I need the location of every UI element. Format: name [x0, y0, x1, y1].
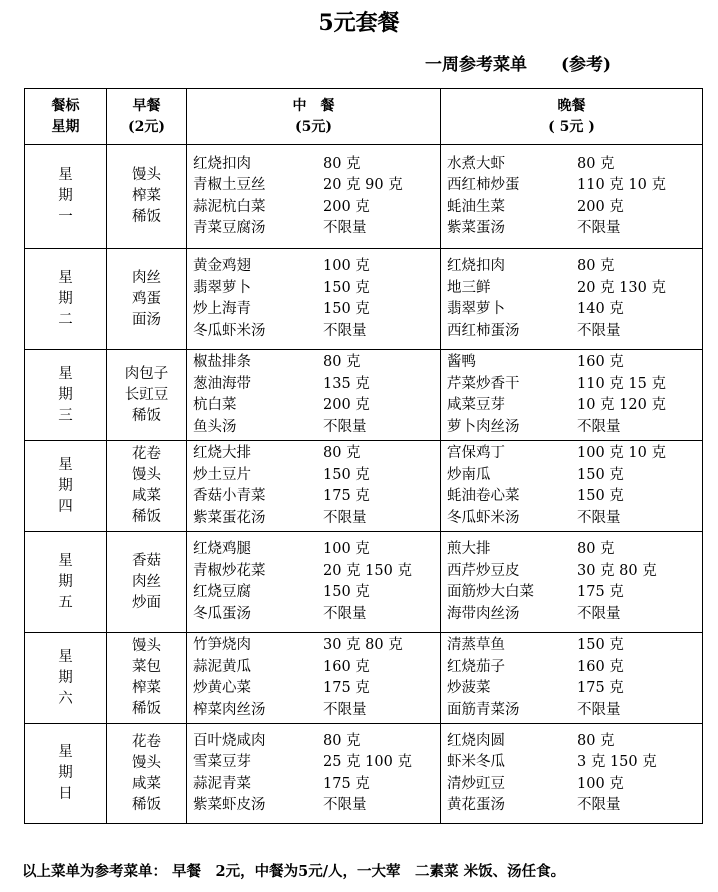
dish-name: 蚝油卷心菜	[447, 488, 520, 504]
dish-name: 翡翠萝卜	[193, 279, 251, 296]
breakfast-item: 榨菜	[132, 188, 161, 204]
dish-line	[193, 561, 440, 583]
dish-quantity: 135 克	[323, 375, 370, 392]
dish-line	[447, 175, 702, 197]
dish-quantity: 175 克	[323, 775, 370, 792]
dish-name: 炒南瓜	[447, 466, 491, 483]
weekday-char: 星	[58, 552, 73, 569]
dish-line	[447, 582, 702, 604]
dish-name: 冬瓜虾米汤	[447, 509, 520, 526]
dish-name: 青椒土豆丝	[193, 177, 266, 193]
dish-name: 红烧鸡腿	[193, 541, 251, 557]
dish-name: 地三鲜	[447, 279, 491, 296]
dish-quantity: 20 克 150 克	[323, 562, 412, 579]
dish-quantity: 不限量	[577, 605, 621, 622]
dish-line	[447, 539, 702, 561]
dish-name: 蒜泥青菜	[193, 775, 251, 792]
weekday-char: 星	[58, 456, 73, 473]
dish-name: 西红柿蛋汤	[447, 322, 520, 339]
dish-quantity: 110 克 15 克	[577, 375, 666, 392]
dish-line	[193, 508, 440, 530]
breakfast-cell	[107, 532, 187, 633]
weekday-char: 期	[58, 573, 73, 590]
dish-line	[447, 321, 702, 343]
dish-name: 青菜豆腐汤	[193, 220, 266, 236]
dish-quantity: 3 克 150 克	[577, 754, 657, 770]
dish-line	[447, 774, 702, 796]
dish-line	[447, 604, 702, 626]
breakfast-item: 炒面	[132, 594, 161, 611]
dish-line	[193, 321, 440, 343]
header-breakfast: 早餐 (2元)	[107, 89, 187, 145]
dish-quantity: 80 克	[577, 258, 615, 274]
dish-line	[193, 604, 440, 626]
dinner-cell	[441, 633, 703, 724]
weekday-char: 星	[58, 744, 73, 760]
dish-line	[193, 774, 440, 796]
dish-quantity: 80 克	[577, 155, 615, 172]
dish-name: 葱油海带	[193, 375, 251, 392]
dish-quantity: 30 克 80 克	[323, 637, 403, 653]
dish-quantity: 不限量	[323, 322, 367, 339]
dish-quantity: 175 克	[577, 680, 624, 696]
table-row	[25, 249, 703, 350]
page-title: 5元套餐	[318, 10, 400, 36]
dish-quantity: 不限量	[577, 322, 621, 339]
dish-name: 酱鸭	[447, 354, 476, 370]
table-row	[25, 350, 703, 441]
dish-quantity: 80 克	[577, 541, 615, 557]
dish-line	[193, 465, 440, 487]
dish-name: 红烧茄子	[447, 658, 505, 675]
footer-note: 以上菜单为参考菜单： 早餐 2元，中餐为5元/人，一大荤 二素菜 米饭、汤任食。	[22, 863, 566, 880]
dish-line	[193, 374, 440, 396]
dish-name: 椒盐排条	[193, 354, 251, 370]
breakfast-item: 榨菜	[132, 680, 161, 696]
lunch-cell	[187, 249, 441, 350]
dish-line	[447, 299, 702, 321]
breakfast-item: 咸菜	[132, 775, 161, 792]
dish-name: 雪菜豆芽	[193, 754, 251, 770]
weekday-cell	[25, 532, 107, 633]
dish-name: 冬瓜虾米汤	[193, 322, 266, 339]
dish-line	[193, 154, 440, 176]
dinner-cell	[441, 441, 703, 532]
dish-line	[447, 678, 702, 700]
dish-quantity: 不限量	[577, 418, 621, 435]
subtitle-note: (参考)	[561, 55, 612, 75]
dish-name: 紫菜虾皮汤	[193, 797, 266, 813]
dish-line	[447, 218, 702, 240]
dinner-cell	[441, 350, 703, 441]
dish-line	[193, 582, 440, 604]
dish-line	[193, 417, 440, 439]
menu-subtitle	[425, 50, 611, 75]
dish-line	[447, 486, 702, 508]
dish-name: 红烧扣肉	[193, 155, 251, 172]
dish-line	[447, 561, 702, 583]
header-day-col: 餐标 星期	[25, 89, 107, 145]
dish-quantity: 不限量	[323, 509, 367, 526]
dish-quantity: 150 克	[323, 301, 370, 317]
dish-name: 炒黄心菜	[193, 680, 251, 696]
weekday-char: 五	[58, 594, 73, 611]
lunch-cell	[187, 532, 441, 633]
breakfast-item: 稀饭	[132, 796, 161, 813]
dish-quantity: 不限量	[577, 220, 621, 236]
dish-line	[193, 731, 440, 753]
weekday-char: 六	[58, 690, 73, 707]
weekday-char: 星	[58, 269, 73, 286]
dish-quantity: 175 克	[577, 584, 624, 600]
dish-quantity: 160 克	[577, 658, 624, 675]
weekday-char: 星	[58, 167, 73, 183]
dish-quantity: 100 克	[577, 775, 624, 792]
dish-name: 西芹炒豆皮	[447, 562, 520, 579]
dish-quantity: 80 克	[323, 354, 361, 370]
dish-quantity: 20 克 90 克	[323, 177, 403, 193]
dish-quantity: 200 克	[323, 397, 370, 413]
dish-name: 青椒炒花菜	[193, 562, 266, 579]
dish-line	[447, 700, 702, 722]
dish-line	[447, 443, 702, 465]
dish-quantity: 150 克	[323, 584, 370, 600]
weekday-char: 三	[58, 407, 73, 424]
dish-name: 竹笋烧肉	[193, 637, 251, 653]
dish-line	[447, 752, 702, 774]
dish-line	[193, 197, 440, 219]
breakfast-item: 馒头	[132, 754, 161, 771]
dish-line	[447, 352, 702, 374]
dish-line	[193, 635, 440, 657]
table-row	[25, 441, 703, 532]
dish-name: 蚝油生菜	[447, 198, 505, 215]
weekday-cell	[25, 145, 107, 249]
breakfast-item: 肉丝	[132, 573, 161, 590]
dish-name: 炒菠菜	[447, 680, 491, 696]
breakfast-cell	[107, 633, 187, 724]
dish-name: 红烧扣肉	[447, 258, 505, 274]
breakfast-item: 花卷	[132, 733, 161, 750]
dish-line	[193, 175, 440, 197]
dish-quantity: 10 克 120 克	[577, 397, 666, 413]
dish-line	[193, 486, 440, 508]
dish-line	[193, 443, 440, 465]
lunch-cell	[187, 633, 441, 724]
weekday-char: 二	[58, 311, 73, 328]
dish-line	[447, 635, 702, 657]
table-body	[25, 145, 703, 824]
dish-line	[447, 154, 702, 176]
dish-quantity: 不限量	[577, 701, 621, 718]
dish-quantity: 不限量	[323, 605, 367, 622]
dish-quantity: 100 克 10 克	[577, 445, 666, 461]
breakfast-item: 稀饭	[132, 701, 161, 717]
dish-name: 炒上海青	[193, 301, 251, 317]
lunch-cell	[187, 724, 441, 824]
breakfast-item: 稀饭	[132, 209, 161, 225]
weekday-char: 期	[58, 477, 73, 494]
dish-name: 百叶烧咸肉	[193, 732, 266, 749]
dish-name: 清炒豇豆	[447, 775, 505, 792]
header-dinner: 晚餐 ( 5元 )	[441, 89, 703, 145]
dish-name: 清蒸草鱼	[447, 637, 505, 653]
dish-name: 虾米冬瓜	[447, 754, 505, 770]
breakfast-item: 馒头	[132, 167, 161, 183]
weekday-char: 一	[58, 209, 73, 225]
breakfast-item: 鸡蛋	[132, 290, 161, 307]
weekday-char: 期	[58, 669, 73, 686]
dinner-cell	[441, 249, 703, 350]
dish-quantity: 25 克 100 克	[323, 754, 412, 770]
weekday-cell	[25, 633, 107, 724]
breakfast-item: 面汤	[132, 311, 161, 328]
dish-line	[447, 657, 702, 679]
dish-name: 咸菜豆芽	[447, 397, 505, 413]
breakfast-item: 肉丝	[132, 269, 161, 286]
dish-line	[447, 417, 702, 439]
breakfast-item: 咸菜	[132, 488, 161, 504]
dish-line	[193, 352, 440, 374]
lunch-cell	[187, 145, 441, 249]
header-lunch: 中 餐 (5元)	[187, 89, 441, 145]
dish-quantity: 80 克	[323, 155, 361, 172]
weekday-char: 四	[58, 498, 73, 515]
dish-name: 煎大排	[447, 541, 491, 557]
table-header-row	[25, 89, 703, 145]
subtitle-main: 一周参考菜单	[425, 55, 527, 75]
weekday-cell	[25, 350, 107, 441]
dish-name: 面筋青菜汤	[447, 701, 520, 718]
dish-line	[447, 465, 702, 487]
dish-line	[193, 539, 440, 561]
dish-quantity: 不限量	[323, 220, 367, 236]
dish-quantity: 160 克	[577, 354, 624, 370]
weekday-char: 期	[58, 188, 73, 204]
dish-quantity: 不限量	[323, 701, 367, 718]
table-row	[25, 724, 703, 824]
dish-name: 翡翠萝卜	[447, 301, 505, 317]
dish-line	[193, 752, 440, 774]
dish-name: 蒜泥黄瓜	[193, 658, 251, 675]
dish-line	[193, 700, 440, 722]
dish-line	[193, 678, 440, 700]
dish-quantity: 160 克	[323, 658, 370, 675]
dish-name: 鱼头汤	[193, 418, 237, 435]
dish-line	[193, 278, 440, 300]
breakfast-cell	[107, 724, 187, 824]
dish-quantity: 150 克	[323, 279, 370, 296]
dish-quantity: 不限量	[323, 418, 367, 435]
dish-quantity: 175 克	[323, 488, 370, 504]
dish-name: 杭白菜	[193, 397, 237, 413]
dinner-cell	[441, 145, 703, 249]
weekday-cell	[25, 441, 107, 532]
dish-line	[447, 731, 702, 753]
table-row	[25, 633, 703, 724]
dish-line	[447, 374, 702, 396]
dish-line	[193, 299, 440, 321]
breakfast-item: 香菇	[132, 552, 161, 569]
dish-name: 冬瓜蛋汤	[193, 605, 251, 622]
dish-line	[447, 278, 702, 300]
breakfast-item: 长豇豆	[124, 386, 169, 403]
breakfast-item: 肉包子	[124, 365, 169, 382]
breakfast-item: 稀饭	[132, 509, 161, 525]
weekday-char: 星	[58, 365, 73, 382]
weekday-cell	[25, 249, 107, 350]
dish-name: 红烧豆腐	[193, 584, 251, 600]
dish-line	[447, 256, 702, 278]
weekday-char: 期	[58, 290, 73, 307]
dish-name: 黄花蛋汤	[447, 797, 505, 813]
weekday-char: 期	[58, 386, 73, 403]
dish-quantity: 150 克	[577, 488, 624, 504]
dish-name: 香菇小青菜	[193, 488, 266, 504]
dish-name: 水煮大虾	[447, 155, 505, 172]
breakfast-cell	[107, 350, 187, 441]
dish-quantity: 30 克 80 克	[577, 562, 657, 579]
dish-line	[193, 795, 440, 817]
dish-name: 海带肉丝汤	[447, 605, 520, 622]
dish-name: 黄金鸡翅	[193, 258, 251, 274]
dish-name: 宫保鸡丁	[447, 445, 505, 461]
dish-name: 榨菜肉丝汤	[193, 701, 266, 718]
table-row	[25, 532, 703, 633]
dish-name: 红烧大排	[193, 445, 251, 461]
lunch-cell	[187, 441, 441, 532]
weekday-char: 日	[58, 786, 73, 802]
dish-quantity: 200 克	[577, 198, 624, 215]
dish-quantity: 100 克	[323, 541, 370, 557]
breakfast-cell	[107, 249, 187, 350]
dinner-cell	[441, 532, 703, 633]
dish-quantity: 不限量	[323, 797, 367, 813]
dish-line	[447, 508, 702, 530]
dish-line	[447, 395, 702, 417]
dish-line	[193, 395, 440, 417]
dish-quantity: 150 克	[577, 637, 624, 653]
dish-name: 紫菜蛋汤	[447, 220, 505, 236]
dish-quantity: 80 克	[323, 732, 361, 749]
dish-quantity: 80 克	[577, 732, 615, 749]
breakfast-cell	[107, 145, 187, 249]
dish-quantity: 110 克 10 克	[577, 177, 666, 193]
weekday-cell	[25, 724, 107, 824]
dish-name: 蒜泥杭白菜	[193, 198, 266, 215]
dish-line	[193, 256, 440, 278]
dish-name: 红烧肉圆	[447, 732, 505, 749]
dish-quantity: 150 克	[577, 466, 624, 483]
dish-name: 紫菜蛋花汤	[193, 509, 266, 526]
weekly-menu-table	[24, 88, 703, 824]
dish-line	[193, 657, 440, 679]
breakfast-item: 稀饭	[132, 407, 161, 424]
weekday-char: 期	[58, 765, 73, 781]
breakfast-item: 馒头	[132, 467, 161, 483]
dish-quantity: 80 克	[323, 445, 361, 461]
dish-line	[447, 795, 702, 817]
breakfast-item: 馒头	[132, 638, 161, 654]
dinner-cell	[441, 724, 703, 824]
breakfast-item: 菜包	[132, 659, 161, 675]
dish-name: 萝卜肉丝汤	[447, 418, 520, 435]
dish-quantity: 不限量	[577, 797, 621, 813]
breakfast-cell	[107, 441, 187, 532]
dish-quantity: 200 克	[323, 198, 370, 215]
dish-quantity: 100 克	[323, 258, 370, 274]
dish-name: 炒土豆片	[193, 466, 251, 483]
lunch-cell	[187, 350, 441, 441]
dish-quantity: 150 克	[323, 466, 370, 483]
table-row	[25, 145, 703, 249]
dish-quantity: 20 克 130 克	[577, 279, 666, 296]
dish-name: 面筋炒大白菜	[447, 584, 534, 600]
dish-quantity: 175 克	[323, 680, 370, 696]
dish-line	[447, 197, 702, 219]
dish-line	[193, 218, 440, 240]
dish-name: 西红柿炒蛋	[447, 177, 520, 193]
dish-quantity: 不限量	[577, 509, 621, 526]
dish-quantity: 140 克	[577, 301, 624, 317]
weekday-char: 星	[58, 648, 73, 665]
dish-name: 芹菜炒香干	[447, 375, 520, 392]
breakfast-item: 花卷	[132, 446, 161, 462]
